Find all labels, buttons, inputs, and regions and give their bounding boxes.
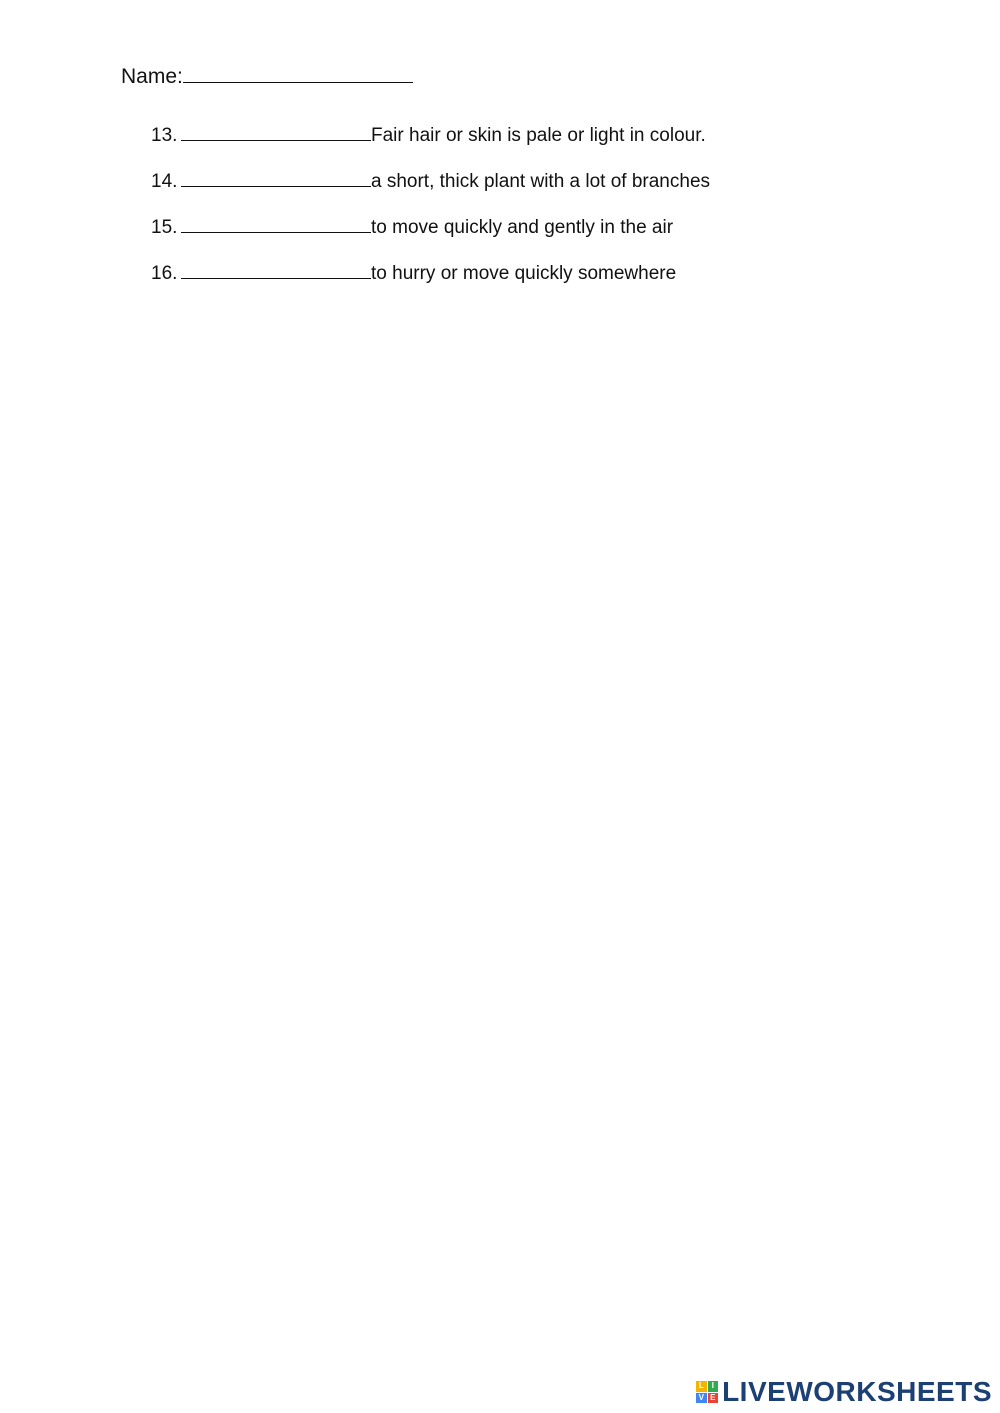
logo-tile: V xyxy=(696,1393,707,1404)
logo-tile: L xyxy=(696,1381,707,1392)
list-item xyxy=(151,120,710,166)
liveworksheets-brand xyxy=(696,1377,992,1407)
brand-name: LIVEWORKSHEETS xyxy=(722,1376,992,1407)
list-item xyxy=(151,258,710,304)
name-field-row xyxy=(121,60,413,90)
list-item xyxy=(151,166,710,212)
item-definition: to move quickly and gently in the air xyxy=(371,217,674,238)
logo-tile: E xyxy=(708,1393,719,1404)
name-label: Name: xyxy=(121,65,183,88)
item-definition: Fair hair or skin is pale or light in colour. xyxy=(371,125,706,146)
name-blank-line[interactable] xyxy=(183,60,413,83)
item-definition: a short, thick plant with a lot of branches xyxy=(371,171,711,192)
item-definition: to hurry or move quickly somewhere xyxy=(371,263,677,284)
item-number: 15. xyxy=(151,217,178,238)
answer-blank[interactable] xyxy=(181,212,371,233)
item-number: 16. xyxy=(151,263,178,284)
item-number: 14. xyxy=(151,171,178,192)
logo-tile: I xyxy=(708,1381,719,1392)
answer-blank[interactable] xyxy=(181,258,371,279)
answer-blank[interactable] xyxy=(181,120,371,141)
liveworksheets-logo-icon xyxy=(696,1381,718,1403)
list-item xyxy=(151,212,710,258)
definition-list xyxy=(151,120,710,304)
item-number: 13. xyxy=(151,125,178,146)
answer-blank[interactable] xyxy=(181,166,371,187)
